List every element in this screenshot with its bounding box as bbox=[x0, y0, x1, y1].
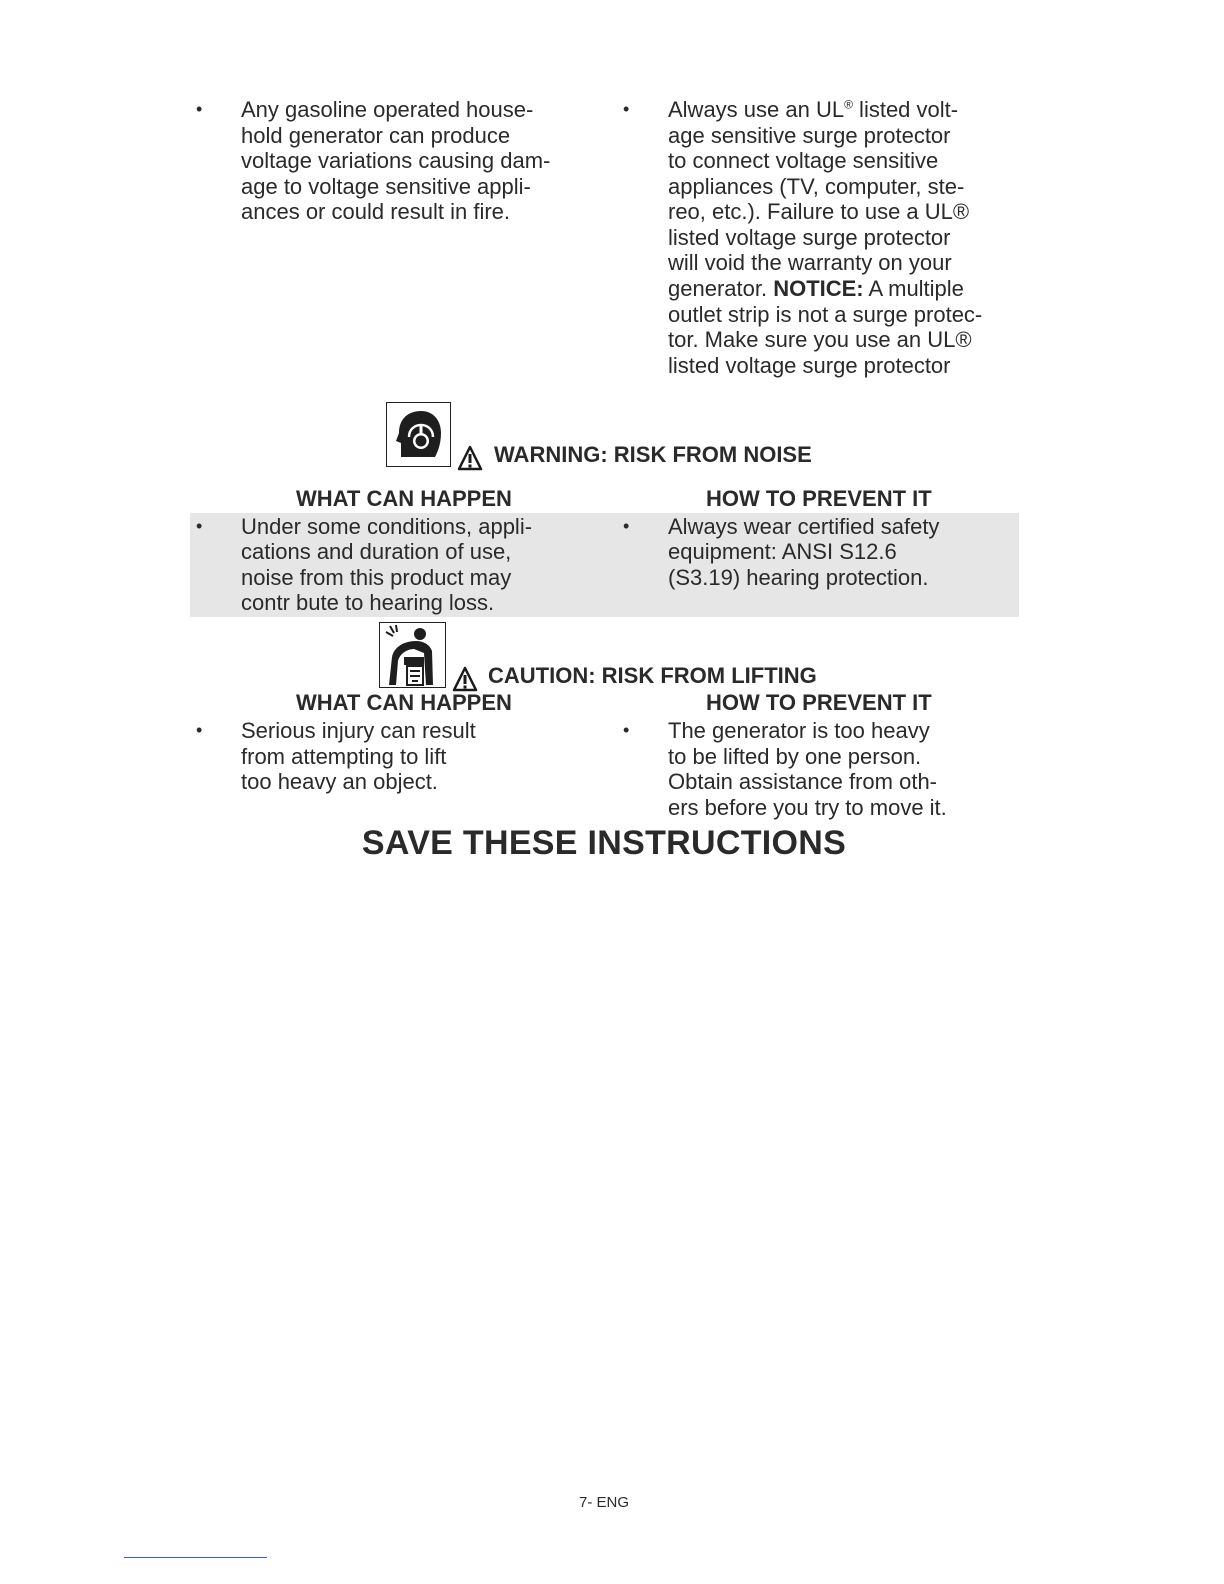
top-right-line: to connect voltage sensitive bbox=[668, 148, 939, 173]
lifting-what-header: WHAT CAN HAPPEN bbox=[296, 690, 512, 715]
top-right-line-first: Always use an UL® listed volt- bbox=[668, 97, 959, 122]
bullet: • bbox=[196, 516, 203, 536]
lifting-left-line: Serious injury can result bbox=[241, 718, 476, 743]
top-right-line: appliances (TV, computer, ste- bbox=[668, 174, 965, 199]
noise-how-header: HOW TO PREVENT IT bbox=[706, 486, 932, 511]
warning-triangle-icon bbox=[452, 666, 478, 692]
lifting-right-line: ers before you try to move it. bbox=[668, 795, 947, 820]
bullet: • bbox=[196, 99, 203, 119]
noise-warning-title: WARNING: RISK FROM NOISE bbox=[494, 442, 812, 467]
bullet: • bbox=[623, 99, 630, 119]
hearing-protection-icon bbox=[386, 402, 451, 467]
notice-label: NOTICE: bbox=[773, 276, 864, 301]
bullet: • bbox=[623, 516, 630, 536]
noise-left-line: cations and duration of use, bbox=[241, 539, 512, 564]
top-right-line: tor. Make sure you use an UL® bbox=[668, 327, 972, 352]
top-right-notice-line: generator. NOTICE: A multiple bbox=[668, 276, 964, 301]
top-right-line: age sensitive surge protector bbox=[668, 123, 951, 148]
save-instructions-heading: SAVE THESE INSTRUCTIONS bbox=[361, 824, 847, 862]
top-right-line: listed voltage surge protector bbox=[668, 225, 951, 250]
noise-right-line: equipment: ANSI S12.6 bbox=[668, 539, 897, 564]
top-left-line: Any gasoline operated house- bbox=[241, 97, 534, 122]
top-left-line: ances or could result in fire. bbox=[241, 199, 511, 224]
lifting-right-line: The generator is too heavy bbox=[668, 718, 930, 743]
heavy-lifting-icon bbox=[379, 622, 446, 688]
bullet: • bbox=[196, 720, 203, 740]
lifting-caution-title: CAUTION: RISK FROM LIFTING bbox=[488, 663, 817, 688]
lifting-right-line: Obtain assistance from oth- bbox=[668, 769, 938, 794]
noise-left-line: noise from this product may bbox=[241, 565, 512, 590]
top-right-line: outlet strip is not a surge protec- bbox=[668, 302, 983, 327]
noise-what-header: WHAT CAN HAPPEN bbox=[296, 486, 512, 511]
bullet: • bbox=[623, 720, 630, 740]
warning-triangle-icon bbox=[457, 445, 483, 471]
top-left-line: hold generator can produce bbox=[241, 123, 511, 148]
lifting-left-line: from attempting to lift bbox=[241, 744, 447, 769]
top-right-line: listed voltage surge protector bbox=[668, 353, 951, 378]
top-left-line: voltage variations causing dam- bbox=[241, 148, 551, 173]
top-left-line: age to voltage sensitive appli- bbox=[241, 174, 531, 199]
footnote-rule bbox=[124, 1557, 267, 1558]
page-number: 7- ENG bbox=[578, 1494, 629, 1511]
top-right-line: will void the warranty on your bbox=[668, 250, 952, 275]
noise-left-line: Under some conditions, appli- bbox=[241, 514, 533, 539]
noise-right-line: Always wear certified safety bbox=[668, 514, 940, 539]
noise-left-line: contr bute to hearing loss. bbox=[241, 590, 495, 615]
lifting-left-line: too heavy an object. bbox=[241, 769, 438, 794]
lifting-how-header: HOW TO PREVENT IT bbox=[706, 690, 932, 715]
top-right-line: reo, etc.). Failure to use a UL® bbox=[668, 199, 970, 224]
noise-right-line: (S3.19) hearing protection. bbox=[668, 565, 929, 590]
lifting-right-line: to be lifted by one person. bbox=[668, 744, 922, 769]
